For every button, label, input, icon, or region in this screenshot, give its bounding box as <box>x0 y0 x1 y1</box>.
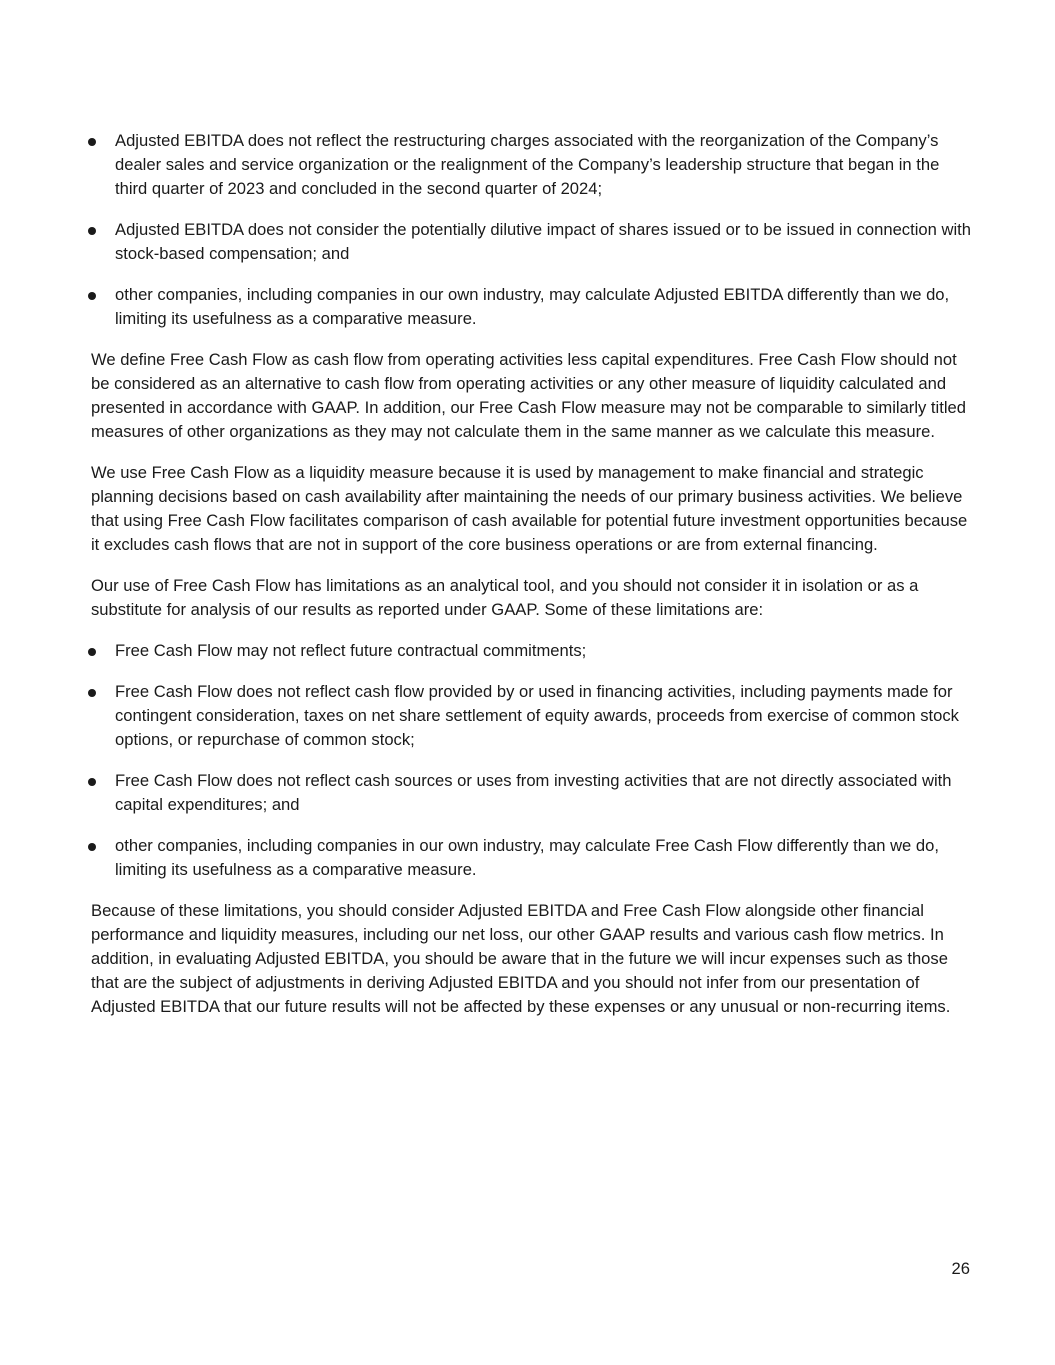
bullet-dot-icon <box>88 843 96 851</box>
bullet-dot-icon <box>88 292 96 300</box>
paragraph-conclusion: Because of these limitations, you should consider Adjusted EBITDA and Free Cash Flow alongside other financial performance and liquidity measures, including our net loss, our other GAAP results and various cash flow metrics. In addition, in evaluating Adjusted EBITDA, you should be aware that in the future we will incur expenses such as those that are the subject of adjustments in deriving Adjusted EBITDA and you should not infer from our presentation of Adjusted EBITDA that our future results will not be affected by these expenses or any unusual or non-recurring items. <box>91 901 951 1016</box>
bullet-item <box>91 680 971 752</box>
bullet-dot-icon <box>88 778 96 786</box>
bullet-dot-icon <box>88 138 96 146</box>
paragraph-free-cash-flow-limitations: Our use of Free Cash Flow has limitations as an analytical tool, and you should not consider it in isolation or as a substitute for analysis of our results as reported under GAAP. Some of these limitations are: <box>91 576 919 619</box>
bullet-text: Adjusted EBITDA does not consider the potentially dilutive impact of shares issued or to be issued in connection with stock-based compensation; and <box>115 220 971 263</box>
bullet-item <box>91 283 971 331</box>
bullet-item <box>91 218 971 266</box>
paragraph-free-cash-flow-definition: We define Free Cash Flow as cash flow from operating activities less capital expenditures. Free Cash Flow should not be considered as an alternative to cash flow from operating activities or any other measure of liquidity calculated and presented in accordance with GAAP. In addition, our Free Cash Flow measure may not be comparable to similarly titled measures of other organizations as they may not calculate them in the same manner as we calculate this measure. <box>91 350 966 441</box>
bullet-item <box>91 834 971 882</box>
paragraph-free-cash-flow-use: We use Free Cash Flow as a liquidity measure because it is used by management to make financial and strategic planning decisions based on cash availability after maintaining the needs of our primary business activities. We believe that using Free Cash Flow facilitates comparison of cash available for potential future investment opportunities because it excludes cash flows that are not in support of the core business operations or are from external financing. <box>91 463 968 554</box>
bullet-text: Adjusted EBITDA does not reflect the restructuring charges associated with the reorganization of the Company’s dealer sales and service organization or the realignment of the Company’s leadership structure that began in the third quarter of 2023 and concluded in the second quarter of 2024; <box>115 131 940 198</box>
document-body <box>91 129 971 1036</box>
bullet-text: Free Cash Flow may not reflect future contractual commitments; <box>115 641 587 660</box>
bullet-item <box>91 769 971 817</box>
bullet-dot-icon <box>88 648 96 656</box>
bullet-dot-icon <box>88 689 96 697</box>
page-number: 26 <box>951 1259 970 1278</box>
bullet-item <box>91 639 971 663</box>
bullet-dot-icon <box>88 227 96 235</box>
bullet-text: Free Cash Flow does not reflect cash flow provided by or used in financing activities, including payments made for contingent consideration, taxes on net share settlement of equity awards, proceeds from exercise of common stock options, or repurchase of common stock; <box>115 682 959 749</box>
bullet-item <box>91 129 971 201</box>
bullet-text: other companies, including companies in our own industry, may calculate Adjusted EBITDA differently than we do, limiting its usefulness as a comparative measure. <box>115 285 950 328</box>
bullet-text: Free Cash Flow does not reflect cash sources or uses from investing activities that are not directly associated with capital expenditures; and <box>115 771 952 814</box>
bullet-text: other companies, including companies in our own industry, may calculate Free Cash Flow differently than we do, limiting its usefulness as a comparative measure. <box>115 836 939 879</box>
